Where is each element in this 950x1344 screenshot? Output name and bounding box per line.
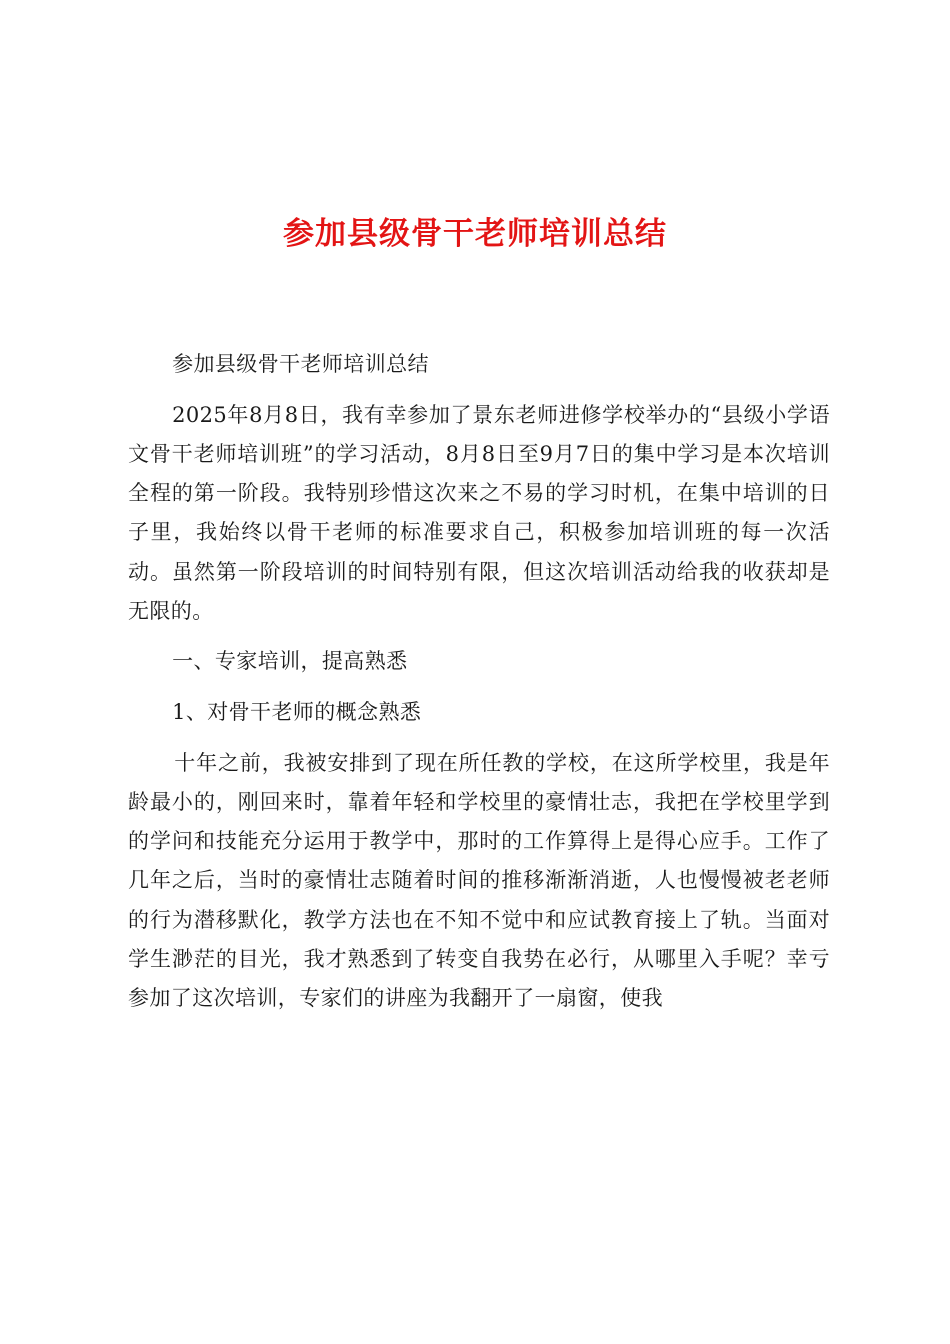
document-body bbox=[128, 345, 830, 1030]
document-title: 参加县级骨干老师培训总结 bbox=[283, 216, 667, 252]
section-heading-1: 一、专家培训，提高熟悉 bbox=[172, 649, 408, 674]
subsection-heading-1-1: 1、对骨干老师的概念熟悉 bbox=[172, 700, 422, 725]
paragraph-intro: 2025年8月8日，我有幸参加了景东老师进修学校举办的“县级小学语文骨干老师培训班”的学习活动，8月8日至9月7日的集中学习是本次培训全程的第一阶段。我特别珍惜这次来之不易的学习时机，在集中培训的日子里，我始终以骨干老师的标准要求自己，积极参加培训班的每一次活动。虽然第一阶段培训的时间特别有限，但这次培训活动给我的收获却是无限的。 bbox=[128, 402, 830, 623]
paragraph-subtitle: 参加县级骨干老师培训总结 bbox=[172, 352, 429, 376]
paragraph-body-1: 十年之前，我被安排到了现在所任教的学校，在这所学校里，我是年龄最小的，刚回来时，靠着年轻和学校里的豪情壮志，我把在学校里学到的学问和技能充分运用于教学中，那时的工作算得上是得心应手。工作了几年之后，当时的豪情壮志随着时间的推移渐渐消逝，人也慢慢被老老师的行为潜移默化，教学方法也在不知不觉中和应试教育接上了轨。当面对学生渺茫的目光，我才熟悉到了转变自我势在必行，从哪里入手呢？幸亏参加了这次培训，专家们的讲座为我翻开了一扇窗，使我 bbox=[128, 750, 830, 1011]
